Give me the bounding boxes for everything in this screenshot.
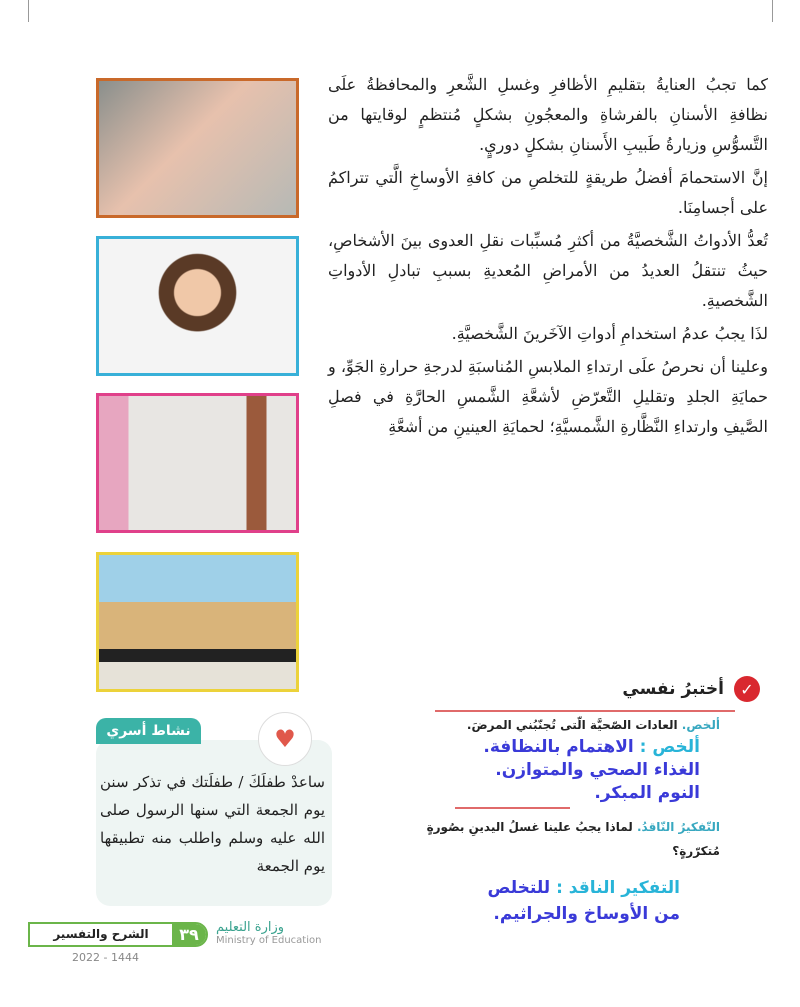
family-icon: ♥ bbox=[258, 712, 312, 766]
self-test bbox=[350, 676, 760, 927]
crop-mark bbox=[28, 0, 29, 22]
body-text bbox=[328, 70, 768, 445]
self-test-title: أختبرُ نفسي bbox=[622, 679, 724, 699]
nail-clipper-image bbox=[96, 78, 299, 218]
answer-key: ألخص : bbox=[639, 737, 700, 757]
answer-key: التفكير الناقد : bbox=[556, 878, 680, 898]
paragraph: كما تجبُ العنايةُ بتقليمِ الأظافرِ وغسلِ الشَّعرِ والمحافظةُ علَى نظافةِ الأسنانِ بالفرشاةِ والمعجُونِ بشكلٍ مُنتظمٍ لوقايتها من التَّسوُّسِ وزيارةُ طَبيبِ الأَسنانِ بشكلٍ دوريٍ. bbox=[328, 75, 768, 154]
answer-line: النوم المبكر. bbox=[594, 783, 700, 803]
ministry-logo: وزارة التعليم Ministry of Education bbox=[216, 920, 322, 946]
girl-brushing-teeth-image bbox=[96, 236, 299, 376]
answer-line: الغذاء الصحي والمتوازن. bbox=[495, 760, 700, 780]
page-footer bbox=[28, 922, 208, 947]
sun-hat-glasses-image bbox=[96, 552, 299, 692]
question-text: لماذا يجبُ علينا غسلُ اليدينِ بصُورةٍ مُتكرّرةٍ؟ bbox=[426, 820, 720, 858]
edition-year: 2022 - 1444 bbox=[72, 951, 139, 964]
answer-line: الاهتمام بالنظافة. bbox=[483, 737, 634, 757]
paragraph: تُعدُّ الأدواتُ الشَّخصيَّةُ من أكثرِ مُسبِّبات نقلِ العدوى بينَ الأشخاصِ، حيثُ تنتقلُ العديدُ من الأمراضِ المُعديةِ بسببِ تبادلِ الأدواتِ الشَّخصيةِ. bbox=[328, 231, 768, 310]
check-icon: ✓ bbox=[734, 676, 760, 702]
family-activity-tag: نشاط أسري bbox=[96, 718, 201, 744]
question-key: ألخص. bbox=[681, 718, 720, 732]
paragraph: إنَّ الاستحمامَ أفضلُ طريقةٍ للتخلصِ من كافةِ الأوساخِ الَّتي تتراكمُ على أجسامِنَا. bbox=[328, 168, 768, 217]
paragraph: وعلينا أن نحرصُ علَى ارتداءِ الملابسِ المُناسبَةِ لدرجةِ حرارةِ الجَوِّ، و حمايَةِ الجلدِ وتقليلِ التَّعرّضِ لأشعَّةِ الشَّمسِ الحارَّةِ في فصلِ الصَّيفِ وارتداءِ النَّظَّارةِ الشَّمسيَّةِ؛ لحمايَةِ العينينِ من أشعَّةِ bbox=[328, 357, 768, 436]
paragraph: لذَا يجبُ عدمُ استخدامِ أدواتِ الآخَرينَ الشَّخصيَّةِ. bbox=[451, 324, 768, 343]
question-key: التّفكيرُ النّاقدُ. bbox=[636, 820, 720, 834]
answer-text: للتخلص من الأوساخ والجراثيم. bbox=[487, 878, 680, 924]
personal-items-image bbox=[96, 393, 299, 533]
page-number: ٣٩ bbox=[172, 924, 206, 945]
family-activity-text: ساعدْ طفلَكَ / طفلَتك في تذكر سنن يوم الجمعة التي سنها الرسول صلى الله عليه وسلم واطلب منه تطبيقها يوم الجمعة bbox=[100, 773, 325, 875]
question-text: العادات الصّحيَّة الّتى تُجنّبُني المرضَ. bbox=[466, 718, 678, 732]
section-label: الشرح والتفسير bbox=[53, 927, 149, 941]
crop-mark bbox=[772, 0, 773, 22]
